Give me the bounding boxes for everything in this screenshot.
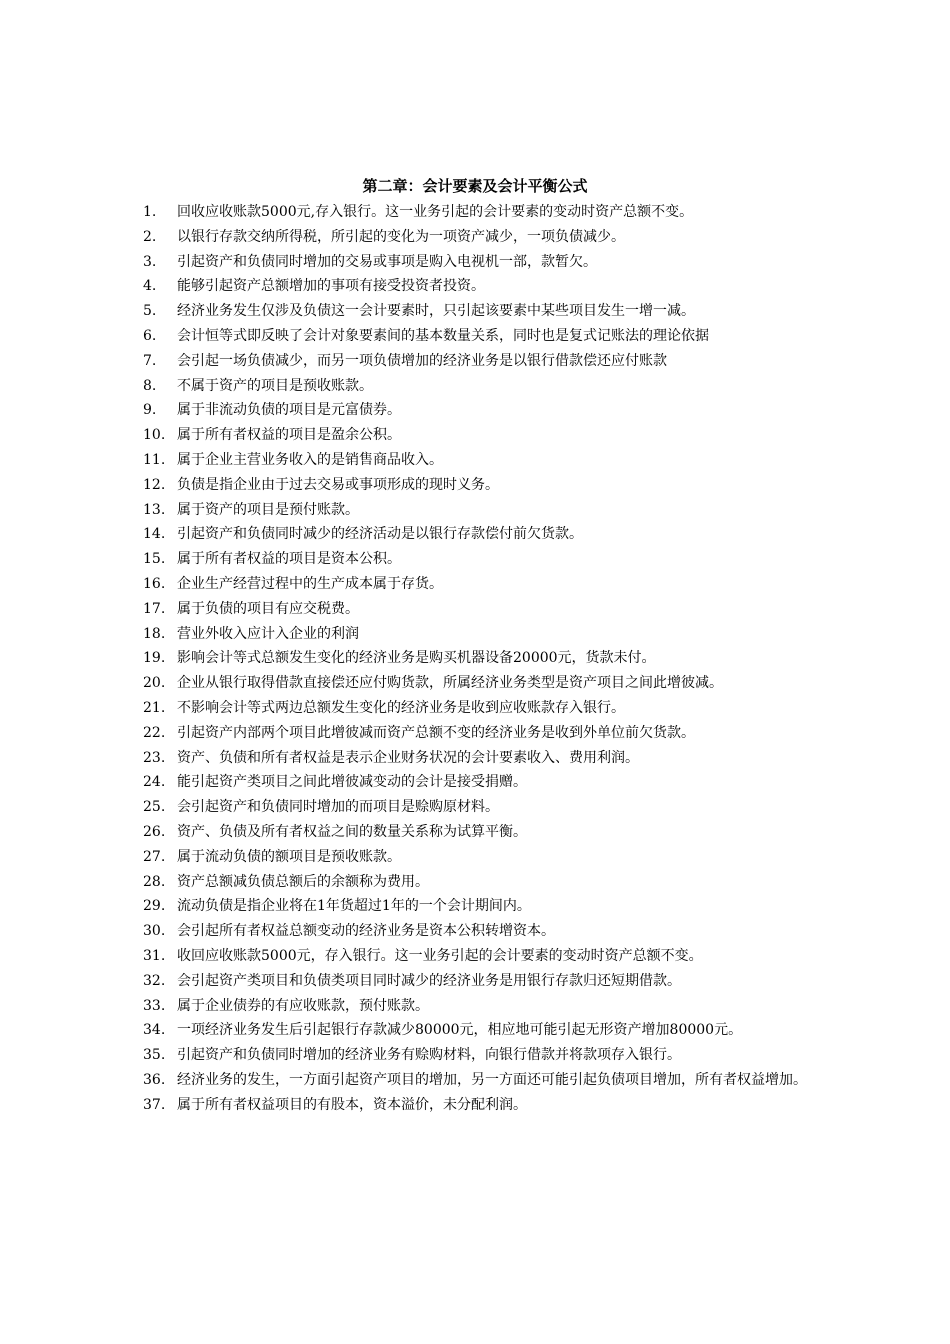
item-number: 16. — [143, 575, 166, 592]
item-text: 流动负债是指企业将在1年货超过1年的一个会计期间内。 — [177, 898, 531, 915]
item-number: 25. — [143, 799, 166, 816]
list-item — [143, 423, 813, 448]
list-item — [143, 299, 813, 324]
item-number: 17. — [143, 600, 166, 617]
item-text: 引起资产内部两个项目此增彼减而资产总额不变的经济业务是收到外单位前欠货款。 — [177, 724, 695, 741]
item-number: 12. — [143, 476, 166, 493]
item-number: 6. — [143, 327, 157, 344]
list-item — [143, 250, 813, 275]
item-number: 29. — [143, 898, 166, 915]
item-number: 13. — [143, 501, 166, 518]
item-number: 22. — [143, 724, 166, 741]
list-item — [143, 522, 813, 547]
list-item — [143, 324, 813, 349]
item-text: 属于所有者权益的项目是盈余公积。 — [177, 427, 401, 444]
list-item — [143, 894, 813, 919]
item-text: 引起资产和负债同时增加的交易或事项是购入电视机一部，款暂欠。 — [177, 253, 597, 270]
item-number: 31. — [143, 947, 166, 964]
list-item — [143, 398, 813, 423]
item-text: 属于流动负债的额项目是预收账款。 — [177, 848, 401, 865]
list-item — [143, 547, 813, 572]
item-number: 1. — [143, 204, 157, 220]
item-text: 企业生产经营过程中的生产成本属于存货。 — [177, 575, 443, 592]
item-text: 属于所有者权益项目的有股本，资本溢价，未分配利润。 — [177, 1096, 527, 1113]
item-text: 经济业务的发生，一方面引起资产项目的增加，另一方面还可能引起负债项目增加，所有者权益增加。 — [177, 1071, 807, 1088]
list-item — [143, 795, 813, 820]
list-item — [143, 498, 813, 523]
item-number: 8. — [143, 377, 157, 394]
item-number: 27. — [143, 848, 166, 865]
item-text: 引起资产和负债同时增加的经济业务有赊购材料，向银行借款并将款项存入银行。 — [177, 1047, 681, 1064]
item-text: 会引起所有者权益总额变动的经济业务是资本公积转增资本。 — [177, 923, 555, 940]
item-text: 不属于资产的项目是预收账款。 — [177, 377, 373, 394]
item-number: 5. — [143, 303, 157, 320]
item-text: 属于负债的项目有应交税费。 — [177, 600, 359, 617]
item-number: 18. — [143, 625, 166, 642]
list-item — [143, 845, 813, 870]
item-text: 属于非流动负债的项目是元富债券。 — [177, 402, 401, 419]
list-item — [143, 746, 813, 771]
item-text: 回收应收账款5000元,存入银行。这一业务引起的会计要素的变动时资产总额不变。 — [177, 204, 694, 220]
list-item — [143, 944, 813, 969]
item-number: 21. — [143, 699, 166, 716]
list-item — [143, 1093, 813, 1118]
list-item — [143, 1068, 813, 1093]
item-text: 引起资产和负债同时减少的经济活动是以银行存款偿付前欠货款。 — [177, 526, 583, 543]
item-text: 属于企业主营业务收入的是销售商品收入。 — [177, 451, 443, 468]
item-text: 收回应收账款5000元，存入银行。这一业务引起的会计要素的变动时资产总额不变。 — [177, 947, 703, 964]
item-text: 会引起一场负债减少，而另一项负债增加的经济业务是以银行借款偿还应付账款 — [177, 352, 667, 369]
item-text: 影响会计等式总额发生变化的经济业务是购买机器设备20000元，货款未付。 — [177, 650, 656, 667]
item-text: 属于所有者权益的项目是资本公积。 — [177, 551, 401, 568]
list-item — [143, 770, 813, 795]
item-number: 7. — [143, 352, 157, 369]
item-text: 资产总额减负债总额后的余额称为费用。 — [177, 873, 429, 890]
list-item — [143, 994, 813, 1019]
list-item — [143, 870, 813, 895]
item-text: 经济业务发生仅涉及负债这一会计要素时，只引起该要素中某些项目发生一增一减。 — [177, 303, 695, 320]
list-item — [143, 622, 813, 647]
item-number: 19. — [143, 650, 166, 667]
list-item — [143, 597, 813, 622]
item-number: 34. — [143, 1022, 166, 1039]
item-number: 20. — [143, 675, 166, 692]
list-item — [143, 473, 813, 498]
item-text: 以银行存款交纳所得税，所引起的变化为一项资产减少，一项负债减少。 — [177, 228, 625, 245]
item-text: 营业外收入应计入企业的利润 — [177, 625, 359, 642]
item-text: 不影响会计等式两边总额发生变化的经济业务是收到应收账款存入银行。 — [177, 699, 625, 716]
item-number: 35. — [143, 1047, 166, 1064]
item-number: 24. — [143, 774, 166, 791]
list-item — [143, 820, 813, 845]
item-number: 9. — [143, 402, 157, 419]
list-item — [143, 349, 813, 374]
item-text: 会引起资产类项目和负债类项目同时减少的经济业务是用银行存款归还短期借款。 — [177, 972, 681, 989]
list-item — [143, 721, 813, 746]
list-item — [143, 1018, 813, 1043]
item-number: 28. — [143, 873, 166, 890]
list-item — [143, 919, 813, 944]
item-number: 26. — [143, 823, 166, 840]
list-item — [143, 274, 813, 299]
list-item — [143, 696, 813, 721]
item-number: 15. — [143, 551, 166, 568]
item-number: 11. — [143, 451, 166, 468]
item-text: 能够引起资产总额增加的事项有接受投资者投资。 — [177, 278, 485, 295]
item-number: 23. — [143, 749, 166, 766]
item-text: 会引起资产和负债同时增加的而项目是赊购原材料。 — [177, 799, 499, 816]
item-text: 企业从银行取得借款直接偿还应付购货款，所属经济业务类型是资产项目之间此增彼减。 — [177, 675, 723, 692]
item-number: 14. — [143, 526, 166, 543]
item-number: 2. — [143, 228, 157, 245]
list-item — [143, 225, 813, 250]
list-item — [143, 969, 813, 994]
list-item — [143, 671, 813, 696]
list-item — [143, 1043, 813, 1068]
item-number: 3. — [143, 253, 157, 270]
list-item — [143, 448, 813, 473]
item-text: 负债是指企业由于过去交易或事项形成的现时义务。 — [177, 476, 499, 493]
item-text: 会计恒等式即反映了会计对象要素间的基本数量关系，同时也是复式记账法的理论依据 — [177, 327, 709, 344]
item-text: 能引起资产类项目之间此增彼减变动的会计是接受捐赠。 — [177, 774, 527, 791]
item-number: 4. — [143, 278, 157, 295]
item-number: 37. — [143, 1096, 166, 1113]
item-number: 36. — [143, 1071, 166, 1088]
item-text: 资产、负债和所有者权益是表示企业财务状况的会计要素收入、费用利润。 — [177, 749, 639, 766]
question-list — [143, 200, 813, 1117]
item-number: 30. — [143, 923, 166, 940]
item-text: 资产、负债及所有者权益之间的数量关系称为试算平衡。 — [177, 823, 527, 840]
list-item — [143, 200, 813, 225]
list-item — [143, 572, 813, 597]
item-text: 一项经济业务发生后引起银行存款减少80000元，相应地可能引起无形资产增加80000元。 — [177, 1022, 743, 1039]
item-number: 33. — [143, 997, 166, 1014]
document-title: 第二章：会计要素及会计平衡公式 — [362, 177, 588, 195]
list-item — [143, 646, 813, 671]
list-item — [143, 374, 813, 399]
item-number: 10. — [143, 427, 166, 444]
item-text: 属于资产的项目是预付账款。 — [177, 501, 359, 518]
item-number: 32. — [143, 972, 166, 989]
item-text: 属于企业债券的有应收账款，预付账款。 — [177, 997, 429, 1014]
